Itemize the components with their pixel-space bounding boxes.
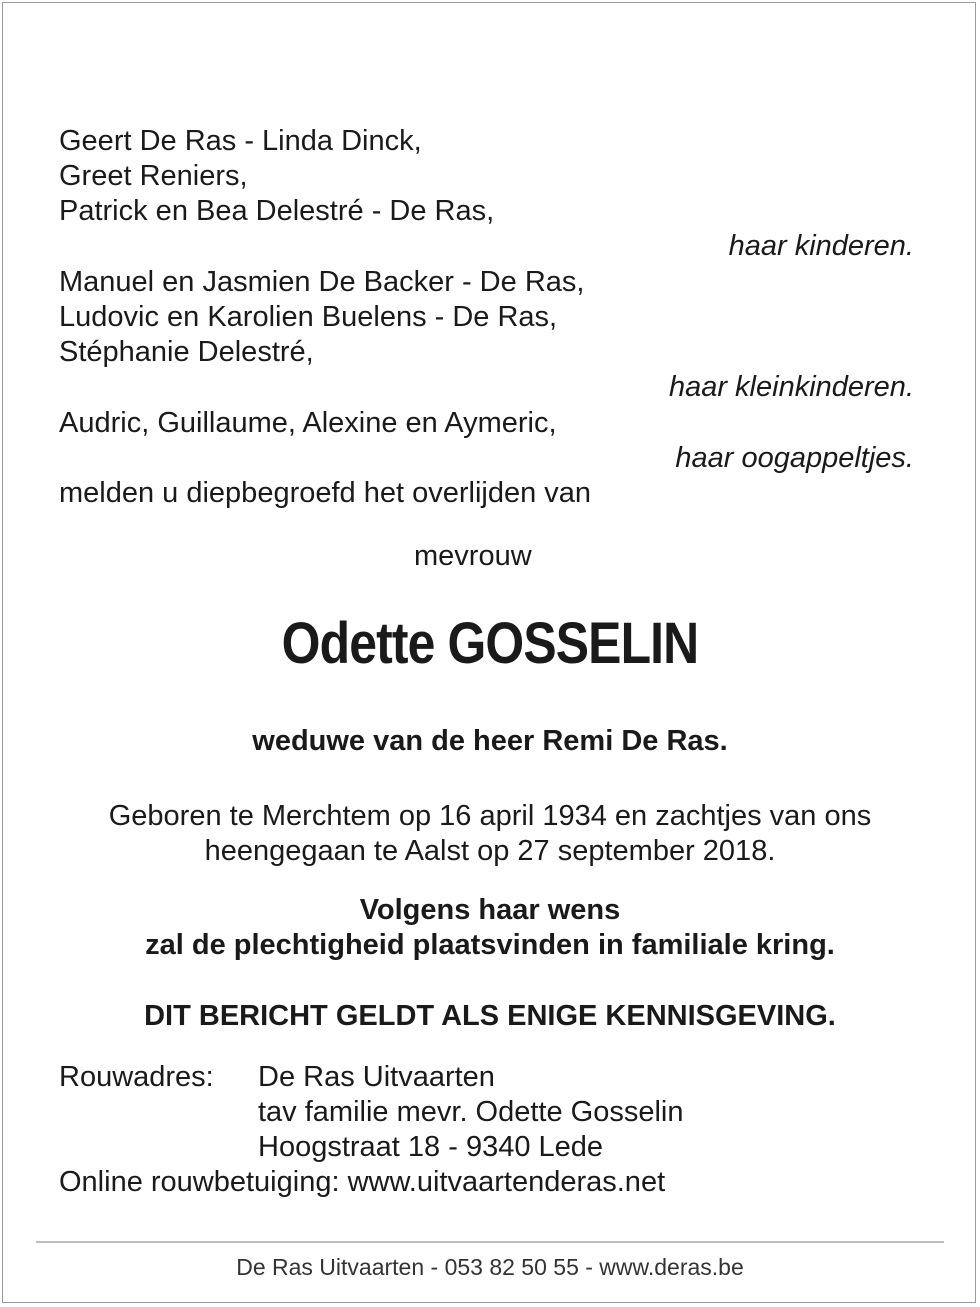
announcement-line: melden u diepbegroefd het overlijden van xyxy=(59,477,592,509)
child-name-3: Patrick en Bea Delestré - De Ras, xyxy=(59,195,495,227)
child-name-2: Greet Reniers, xyxy=(59,160,248,192)
notice-line: DIT BERICHT GELDT ALS ENIGE KENNISGEVING. xyxy=(144,1000,836,1032)
grandchild-name-1: Manuel en Jasmien De Backer - De Ras, xyxy=(59,266,585,298)
address-line-1: De Ras Uitvaarten xyxy=(258,1061,495,1093)
child-name-1: Geert De Ras - Linda Dinck, xyxy=(59,125,422,157)
address-line-2: tav familie mevr. Odette Gosselin xyxy=(258,1096,684,1128)
salutation: mevrouw xyxy=(414,540,532,572)
ceremony-line-1: Volgens haar wens xyxy=(359,894,621,926)
grandchild-name-2: Ludovic en Karolien Buelens - De Ras, xyxy=(59,301,558,333)
greatgrandchildren-role: haar oogappeltjes. xyxy=(675,442,914,474)
grandchildren-role: haar kleinkinderen. xyxy=(668,371,914,403)
widow-of-line: weduwe van de heer Remi De Ras. xyxy=(252,725,728,757)
footer-contact: De Ras Uitvaarten - 053 82 50 55 - www.deras.be xyxy=(236,1254,744,1280)
ceremony-line-2: zal de plechtigheid plaatsvinden in familiale kring. xyxy=(145,929,835,961)
address-label: Rouwadres: xyxy=(59,1061,214,1093)
address-line-3: Hoogstraat 18 - 9340 Lede xyxy=(258,1131,604,1163)
grandchild-name-3: Stéphanie Delestré, xyxy=(59,336,314,368)
children-role: haar kinderen. xyxy=(728,230,914,262)
footer-divider xyxy=(36,1241,944,1243)
online-condolence: Online rouwbetuiging: www.uitvaartenderas.net xyxy=(59,1166,666,1198)
deceased-name: Odette GOSSELIN xyxy=(281,611,699,676)
greatgrandchild-names: Audric, Guillaume, Alexine en Aymeric, xyxy=(59,407,557,439)
birth-death-line-1: Geboren te Merchtem op 16 april 1934 en zachtjes van ons xyxy=(108,800,872,832)
birth-death-line-2: heengegaan te Aalst op 27 september 2018. xyxy=(204,835,776,867)
